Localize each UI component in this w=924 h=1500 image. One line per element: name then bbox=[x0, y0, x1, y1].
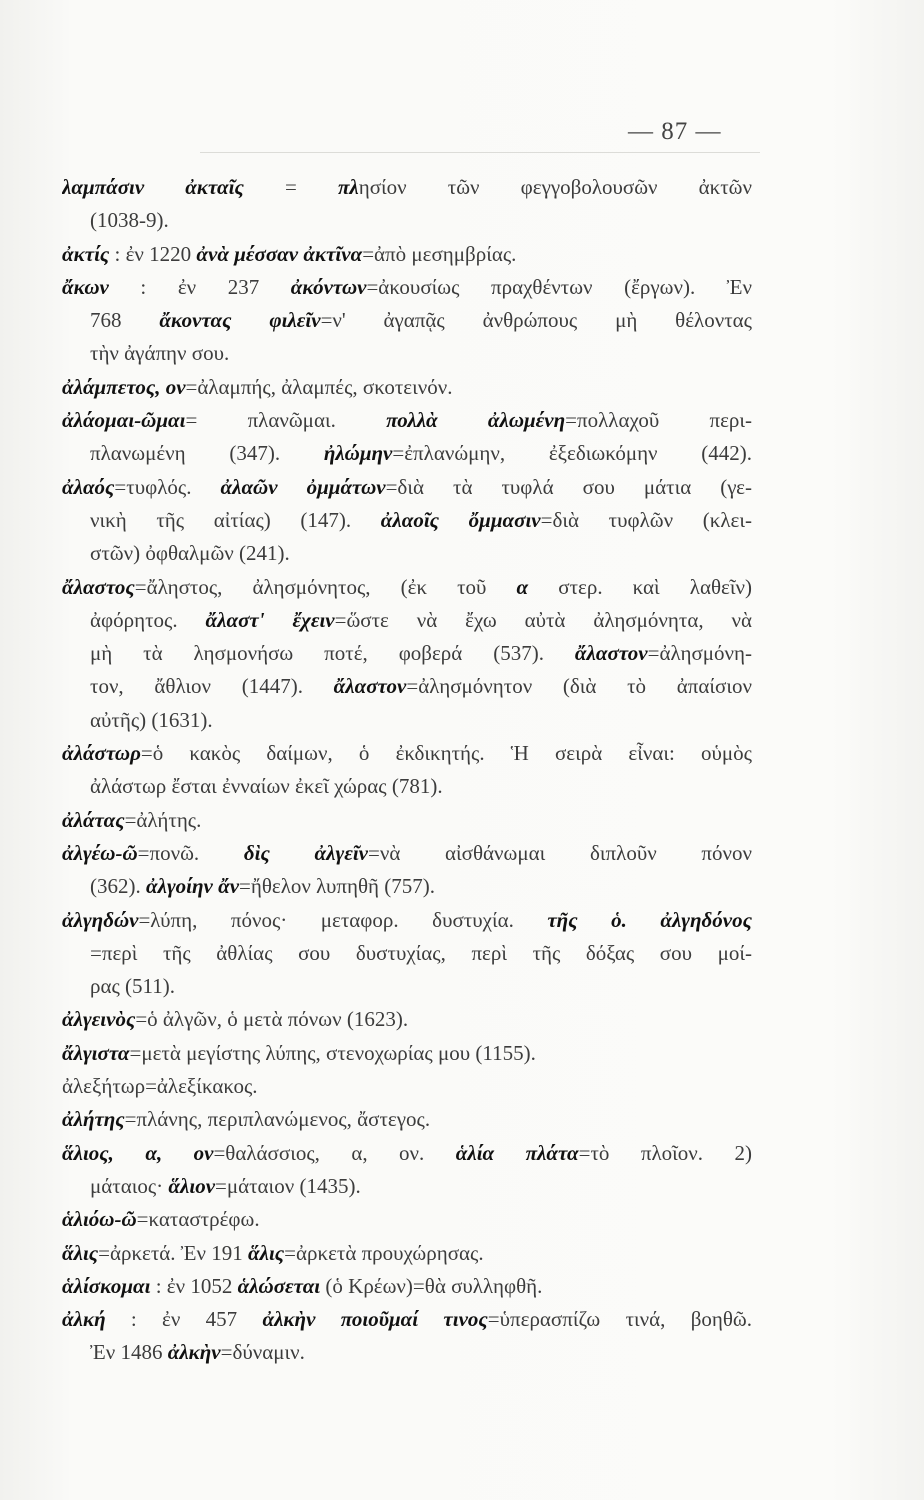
text-line bbox=[62, 704, 752, 737]
text-line bbox=[62, 937, 752, 970]
definition-text: =ὁ κακὸς δαίμων, ὁ ἐκδικητής. Ἡ σειρὰ εἶναι: οὑμὸς bbox=[140, 741, 752, 766]
headword: ἀλάτας bbox=[62, 807, 125, 832]
headword: ἅλις bbox=[62, 1240, 99, 1265]
definition-text: πλανωμένη (347). bbox=[90, 441, 324, 466]
headword: ἄλαστος bbox=[62, 574, 135, 599]
definition-text: =ἀλησμόνητον (διὰ τὸ ἀπαίσιον bbox=[406, 674, 752, 699]
text-line bbox=[62, 737, 752, 770]
text-line bbox=[62, 770, 752, 803]
header-rule bbox=[200, 152, 760, 153]
text-line bbox=[62, 1170, 752, 1203]
text-line bbox=[62, 637, 752, 670]
text-line bbox=[62, 604, 752, 637]
definition-text: =ὑπερασπίζω τινά, βοηθῶ. bbox=[487, 1307, 752, 1332]
text-line bbox=[62, 1303, 752, 1336]
text-line bbox=[62, 171, 752, 204]
text-line bbox=[62, 1003, 752, 1036]
text-line bbox=[62, 371, 752, 404]
page-number: — 87 — bbox=[628, 118, 722, 145]
headword: α bbox=[516, 574, 529, 599]
headword: ἀλγέω-ῶ bbox=[62, 840, 138, 865]
headword: ἀλγηδών bbox=[62, 907, 139, 932]
definition-text: =ἀρκετά. Ἐν 191 bbox=[98, 1240, 249, 1265]
headword: πολλὰ ἀλωμένη bbox=[386, 408, 566, 433]
headword: τῆς ὁ. ἀλγηδόνος bbox=[547, 907, 752, 932]
text-line bbox=[62, 837, 752, 870]
definition-text: =ἄληστος, ἀλησμόνητος, (ἐκ τοῦ bbox=[134, 574, 517, 599]
definition-text: 768 bbox=[90, 308, 160, 333]
definition-text: =πλάνης, περιπλανώμενος, ἄστεγος. bbox=[124, 1107, 431, 1132]
headword: ἀνὰ μέσσαν ἀκτῖνα bbox=[196, 241, 363, 266]
definition-text: Ἐν 1486 bbox=[90, 1340, 168, 1365]
text-line bbox=[62, 1037, 752, 1070]
definition-text: =ὁ ἀλγῶν, ὁ μετὰ πόνων (1623). bbox=[135, 1007, 409, 1032]
headword: ἀλάστωρ bbox=[62, 741, 141, 766]
definition-text: : ἐν 237 bbox=[108, 274, 291, 299]
definition-text: =ἤθελον λυπηθῆ (757). bbox=[239, 874, 435, 899]
definition-text: : ἐν 1052 bbox=[150, 1273, 238, 1298]
text-line bbox=[62, 304, 752, 337]
text-line bbox=[62, 337, 752, 370]
definition-text: =περὶ τῆς ἀθλίας σου δυστυχίας, περὶ τῆς δόξας σου μοί- bbox=[90, 940, 752, 965]
headword: ἄλγιστα bbox=[62, 1040, 130, 1065]
headword: ἀλγοίην ἄν bbox=[146, 874, 240, 899]
definition-text: τὴν ἀγάπην σου. bbox=[90, 341, 230, 366]
headword: ἅλιος, α, ον bbox=[62, 1140, 214, 1165]
definition-text: (1038-9). bbox=[90, 208, 169, 233]
definition-text: αὐτῆς) (1631). bbox=[90, 707, 213, 732]
definition-text: =ὥστε νὰ ἔχω αὐτὰ ἀλησμόνητα, νὰ bbox=[334, 607, 752, 632]
text-line bbox=[62, 1137, 752, 1170]
definition-text: ησίον τῶν φεγγοβολουσῶν ἀκτῶν bbox=[358, 175, 752, 199]
headword: ἁλώσεται bbox=[237, 1273, 321, 1298]
definition-text: =θαλάσσιος, α, ον. bbox=[213, 1140, 456, 1165]
definition-text: = bbox=[243, 175, 338, 199]
text-line bbox=[62, 1070, 752, 1103]
headword: ἅλις bbox=[248, 1240, 285, 1265]
definition-text: =ἀπὸ μεσημβρίας. bbox=[362, 241, 517, 266]
headword: ἀλάμπετος, ον bbox=[62, 374, 186, 399]
definition-text: ἀφόρητος. bbox=[90, 607, 206, 632]
headword: ἀλήτης bbox=[62, 1107, 125, 1132]
headword: ἁλία πλάτα bbox=[455, 1140, 579, 1165]
definition-text: =νὰ αἰσθάνωμαι διπλοῦν πόνον bbox=[367, 840, 752, 865]
text-line bbox=[62, 1203, 752, 1236]
text-line bbox=[62, 238, 752, 271]
definition-text: : ἐν 457 bbox=[105, 1307, 263, 1332]
definition-text: =ἀλήτης. bbox=[124, 807, 202, 832]
definition-text: ἀλάστωρ ἔσται ἐνναίων ἐκεῖ χώρας (781). bbox=[90, 774, 443, 799]
definition-text: ρας (511). bbox=[90, 974, 176, 999]
definition-text: =δύναμιν. bbox=[220, 1340, 305, 1365]
text-line bbox=[62, 571, 752, 604]
text-line bbox=[62, 904, 752, 937]
definition-text: =πονῶ. bbox=[137, 840, 244, 865]
definition-text: =μάταιον (1435). bbox=[215, 1173, 361, 1198]
text-line bbox=[62, 271, 752, 304]
headword: ἅλιον bbox=[168, 1173, 216, 1198]
text-line bbox=[62, 1270, 752, 1303]
text-line bbox=[62, 1336, 752, 1369]
headword: ἄκοντας φιλεῖν bbox=[159, 308, 321, 333]
definition-text: =τυφλός. bbox=[114, 474, 221, 499]
headword: δὶς ἀλγεῖν bbox=[243, 840, 368, 865]
text-line bbox=[62, 537, 752, 570]
headword: ἀλγεινὸς bbox=[62, 1007, 136, 1032]
headword: ἀκτίς bbox=[62, 241, 110, 266]
definition-text: =διὰ τὰ τυφλά σου μάτια (γε- bbox=[385, 474, 752, 499]
definition-text: νικὴ τῆς αἰτίας) (147). bbox=[90, 507, 381, 532]
definition-text: ἀλεξήτωρ=ἀλεξίκακος. bbox=[62, 1074, 258, 1099]
text-line bbox=[62, 670, 752, 703]
headword: ἄκων bbox=[62, 274, 109, 299]
headword: ἠλώμην bbox=[323, 441, 393, 466]
definition-text: =μετὰ μεγίστης λύπης, στενοχωρίας μου (1155). bbox=[129, 1040, 536, 1065]
text-line bbox=[62, 804, 752, 837]
definition-text: μάταιος· bbox=[90, 1173, 169, 1198]
text-line bbox=[62, 471, 752, 504]
definition-text: =ἀρκετὰ προυχώρησας. bbox=[284, 1240, 484, 1265]
glossary-entries bbox=[62, 171, 752, 1370]
headword: ἀλκὴν ποιοῦμαί τινος bbox=[262, 1307, 488, 1332]
definition-text: μὴ τὰ λησμονήσω ποτέ, φοβερά (537). bbox=[90, 641, 575, 666]
definition-text: τον, ἄθλιον (1447). bbox=[90, 674, 334, 699]
headword: ἀλαῶν ὀμμάτων bbox=[220, 474, 386, 499]
definition-text: =ἐπλανώμην, ἐξεδιωκόμην (442). bbox=[392, 441, 752, 466]
definition-text: στῶν) ὀφθαλμῶν (241). bbox=[90, 541, 290, 566]
text-line bbox=[62, 204, 752, 237]
text-line bbox=[62, 504, 752, 537]
definition-text: στερ. καὶ λαθεῖν) bbox=[528, 574, 752, 599]
definition-text: =ἀλαμπής, ἀλαμπές, σκοτεινόν. bbox=[185, 374, 453, 399]
headword: ἀλάομαι-ῶμαι bbox=[62, 408, 186, 433]
text-line bbox=[62, 970, 752, 1003]
text-line bbox=[62, 870, 752, 903]
definition-text: : ἐν 1220 bbox=[109, 241, 197, 266]
text-line bbox=[62, 1103, 752, 1136]
headword: ἀλαός bbox=[62, 474, 115, 499]
definition-text: (ὁ Κρέων)=θὰ συλληφθῆ. bbox=[320, 1273, 543, 1298]
headword: ἀλκὴν bbox=[167, 1340, 221, 1365]
definition-text: (362). bbox=[90, 874, 146, 899]
headword: πλ bbox=[337, 175, 359, 199]
headword: ἁλίσκομαι bbox=[62, 1273, 151, 1298]
definition-text: =τὸ πλοῖον. 2) bbox=[578, 1140, 752, 1165]
headword: λαμπάσιν ἀκταῖς bbox=[62, 175, 244, 199]
text-line bbox=[62, 404, 752, 437]
definition-text: =ἀλησμόνη- bbox=[647, 641, 752, 666]
headword: ἀκόντων bbox=[290, 274, 367, 299]
headword: ἀλκή bbox=[62, 1307, 106, 1332]
headword: ἁλιόω-ῶ bbox=[62, 1207, 137, 1232]
definition-text: =λύπη, πόνος· μεταφορ. δυστυχία. bbox=[138, 907, 548, 932]
definition-text: =καταστρέφω. bbox=[136, 1207, 260, 1232]
headword: ἄλαστον bbox=[574, 641, 648, 666]
headword: ἄλαστον bbox=[333, 674, 407, 699]
definition-text: =πολλαχοῦ περι- bbox=[565, 408, 752, 433]
text-line bbox=[62, 437, 752, 470]
headword: ἀλαοῖς ὄμμασιν bbox=[380, 507, 541, 532]
definition-text: = πλανῶμαι. bbox=[185, 408, 387, 433]
definition-text: =ν' ἀγαπᾷς ἀνθρώπους μὴ θέλοντας bbox=[320, 308, 752, 333]
text-line bbox=[62, 1237, 752, 1270]
definition-text: =ἀκουσίως πραχθέντων (ἔργων). Ἐν bbox=[366, 274, 752, 299]
headword: ἄλαστ' ἔχειν bbox=[205, 607, 335, 632]
definition-text: =διὰ τυφλῶν (κλει- bbox=[540, 507, 752, 532]
